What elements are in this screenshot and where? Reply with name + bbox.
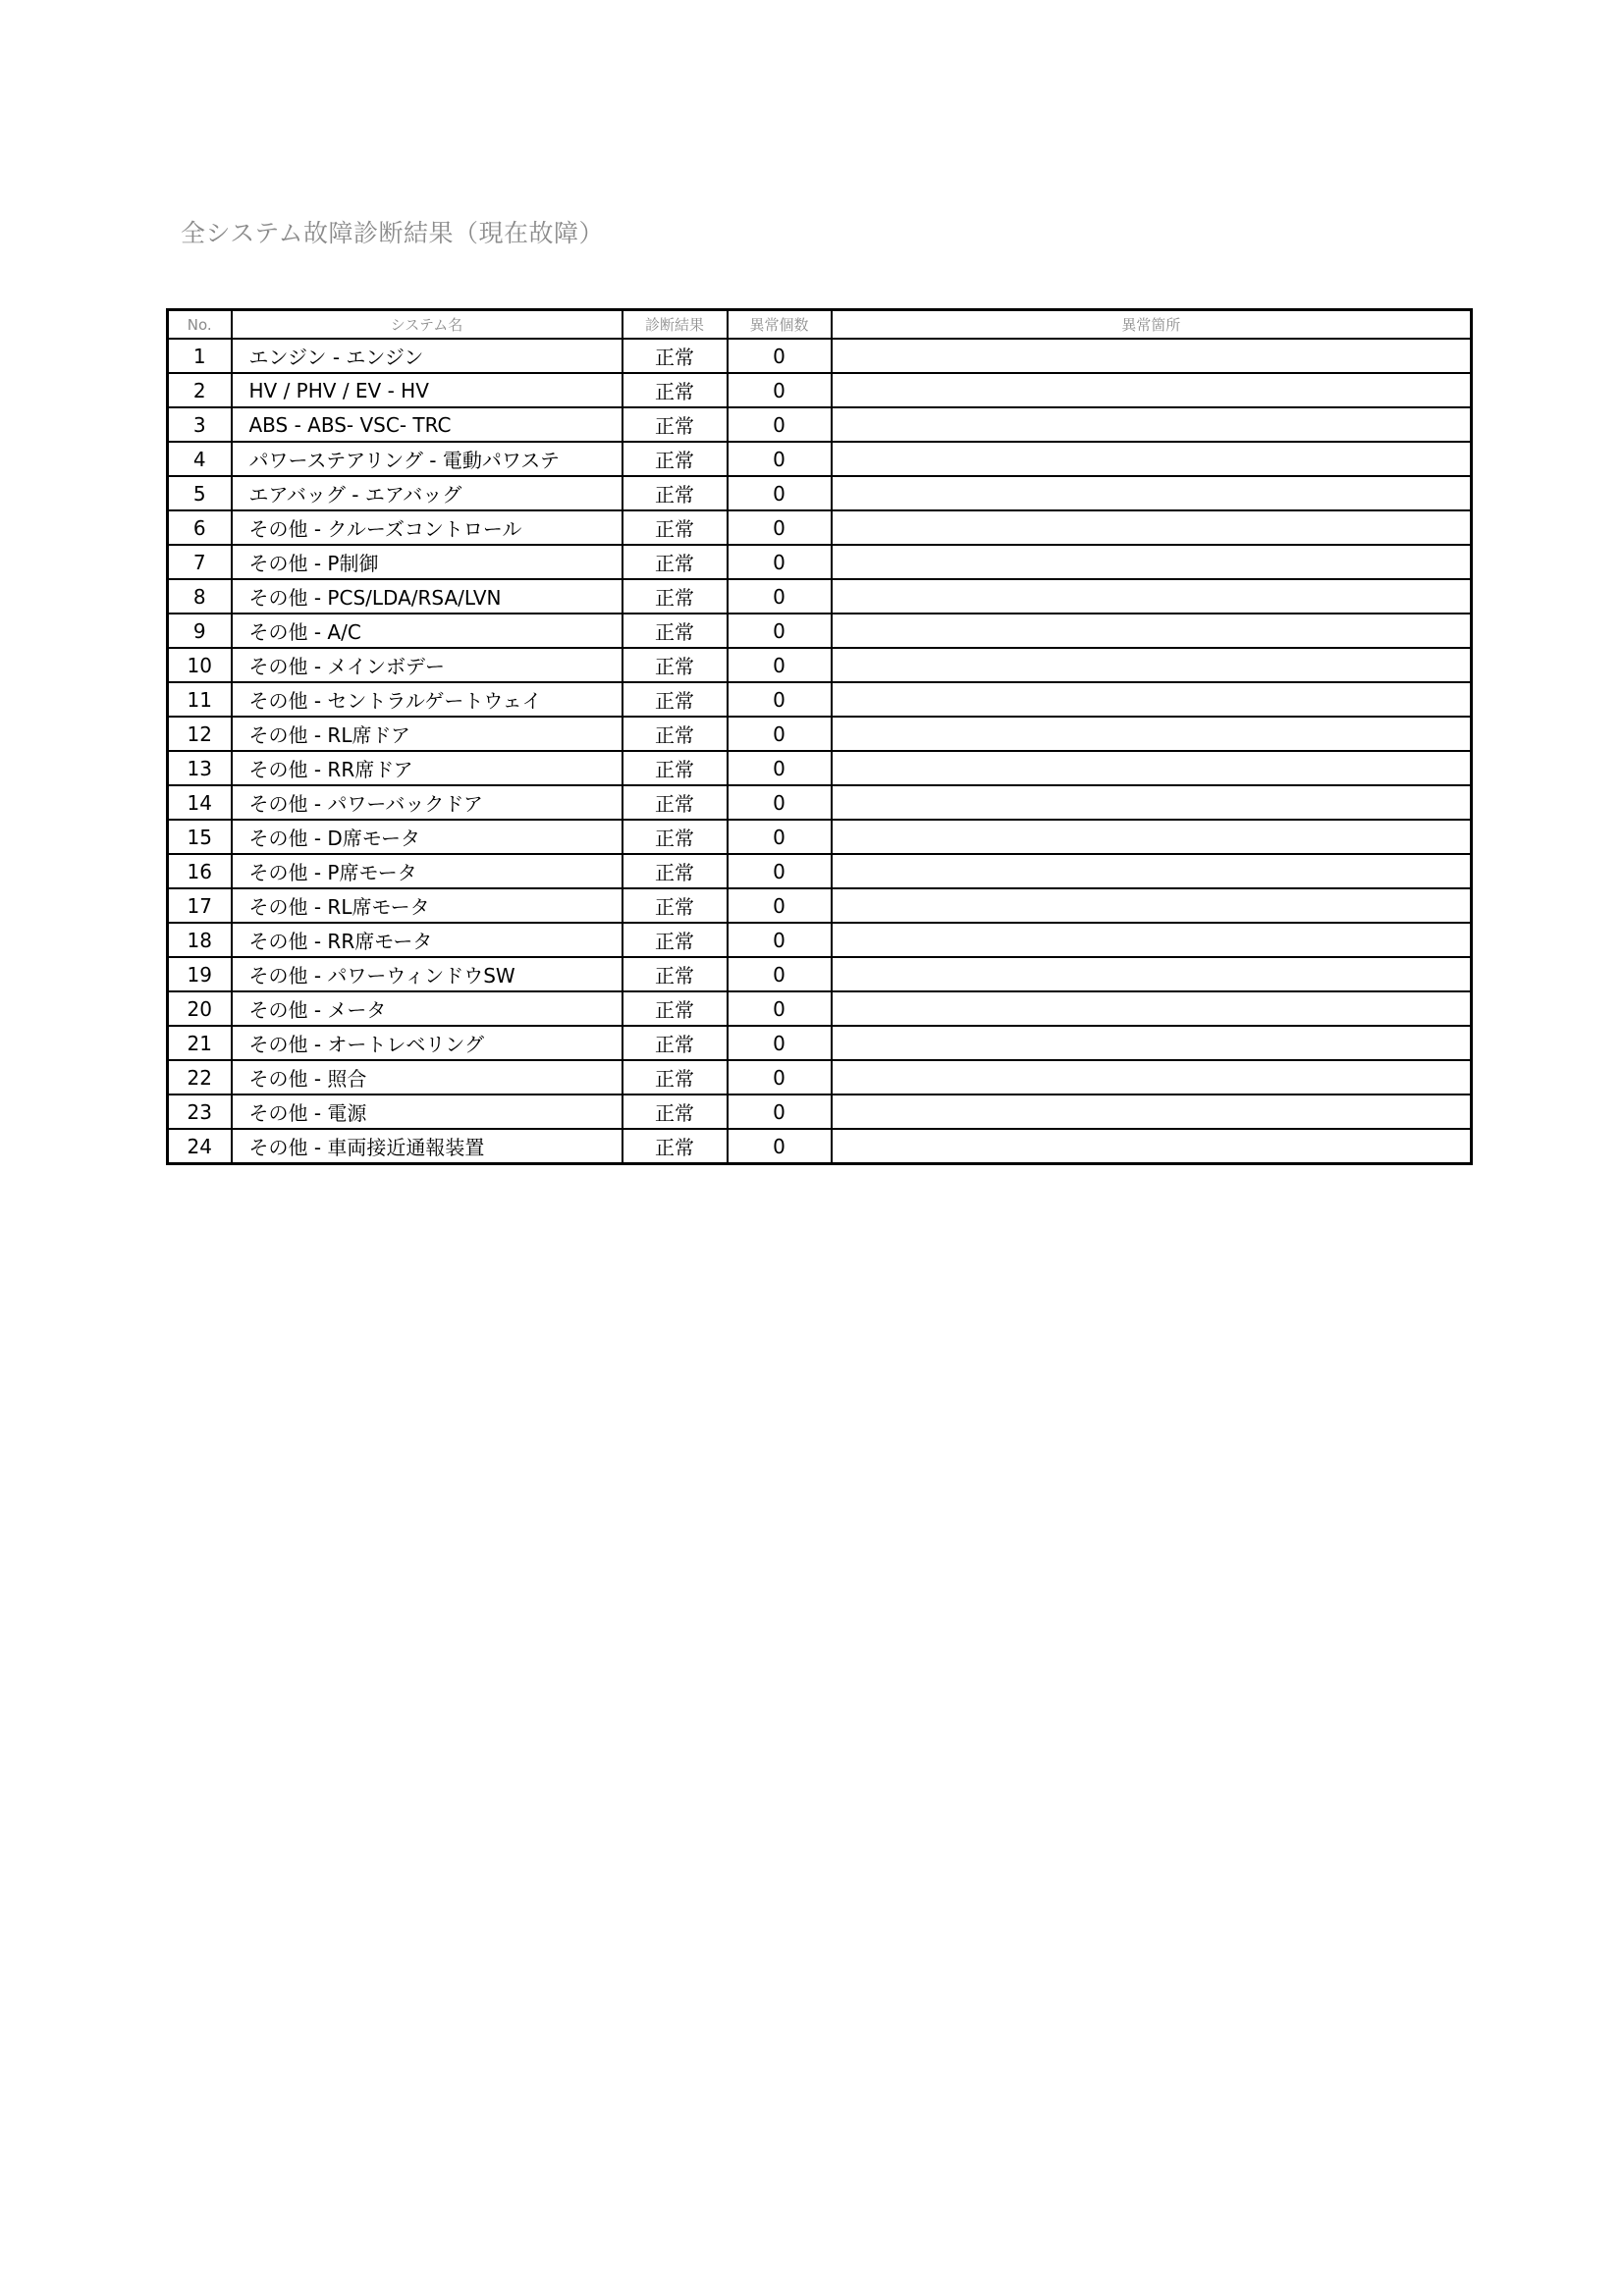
table-row — [168, 1026, 1472, 1060]
cell-no: 16 — [168, 854, 232, 888]
cell-location — [832, 648, 1472, 682]
cell-location — [832, 991, 1472, 1026]
cell-system-name: その他 - 車両接近通報装置 — [232, 1129, 623, 1164]
header-count: 異常個数 — [728, 310, 832, 340]
cell-no: 1 — [168, 339, 232, 373]
cell-location — [832, 820, 1472, 854]
cell-location — [832, 923, 1472, 957]
cell-location — [832, 614, 1472, 648]
cell-system-name: その他 - メインボデー — [232, 648, 623, 682]
cell-system-name: HV / PHV / EV - HV — [232, 373, 623, 407]
cell-system-name: その他 - RR席ドア — [232, 751, 623, 785]
cell-count: 0 — [728, 854, 832, 888]
cell-no: 2 — [168, 373, 232, 407]
cell-no: 22 — [168, 1060, 232, 1095]
table-row — [168, 579, 1472, 614]
table-row — [168, 1060, 1472, 1095]
cell-count: 0 — [728, 991, 832, 1026]
table-row — [168, 785, 1472, 820]
cell-system-name: その他 - P席モータ — [232, 854, 623, 888]
cell-no: 24 — [168, 1129, 232, 1164]
cell-count: 0 — [728, 751, 832, 785]
cell-result: 正常 — [623, 1026, 728, 1060]
cell-result: 正常 — [623, 888, 728, 923]
header-result: 診断結果 — [623, 310, 728, 340]
cell-no: 10 — [168, 648, 232, 682]
table-row — [168, 648, 1472, 682]
cell-result: 正常 — [623, 1095, 728, 1129]
cell-no: 14 — [168, 785, 232, 820]
diagnosis-table — [166, 308, 1473, 1165]
cell-system-name: その他 - P制御 — [232, 545, 623, 579]
cell-count: 0 — [728, 923, 832, 957]
cell-count: 0 — [728, 614, 832, 648]
table-row — [168, 339, 1472, 373]
cell-system-name: エアバッグ - エアバッグ — [232, 476, 623, 510]
cell-result: 正常 — [623, 545, 728, 579]
cell-no: 6 — [168, 510, 232, 545]
cell-result: 正常 — [623, 579, 728, 614]
cell-system-name: エンジン - エンジン — [232, 339, 623, 373]
table-row — [168, 442, 1472, 476]
cell-count: 0 — [728, 545, 832, 579]
header-system-name: システム名 — [232, 310, 623, 340]
cell-no: 17 — [168, 888, 232, 923]
cell-result: 正常 — [623, 373, 728, 407]
cell-system-name: その他 - RR席モータ — [232, 923, 623, 957]
table-row — [168, 476, 1472, 510]
cell-result: 正常 — [623, 820, 728, 854]
cell-system-name: パワーステアリング - 電動パワステ — [232, 442, 623, 476]
cell-location — [832, 1129, 1472, 1164]
cell-count: 0 — [728, 510, 832, 545]
cell-result: 正常 — [623, 1129, 728, 1164]
cell-system-name: その他 - 電源 — [232, 1095, 623, 1129]
cell-system-name: その他 - RL席モータ — [232, 888, 623, 923]
cell-count: 0 — [728, 717, 832, 751]
cell-count: 0 — [728, 957, 832, 991]
cell-location — [832, 373, 1472, 407]
cell-result: 正常 — [623, 991, 728, 1026]
cell-result: 正常 — [623, 407, 728, 442]
cell-count: 0 — [728, 476, 832, 510]
table-row — [168, 854, 1472, 888]
cell-no: 18 — [168, 923, 232, 957]
table-row — [168, 545, 1472, 579]
cell-result: 正常 — [623, 476, 728, 510]
table-row — [168, 923, 1472, 957]
cell-location — [832, 476, 1472, 510]
cell-count: 0 — [728, 579, 832, 614]
cell-result: 正常 — [623, 854, 728, 888]
cell-no: 21 — [168, 1026, 232, 1060]
cell-result: 正常 — [623, 614, 728, 648]
cell-result: 正常 — [623, 785, 728, 820]
cell-count: 0 — [728, 888, 832, 923]
table-row — [168, 407, 1472, 442]
cell-result: 正常 — [623, 957, 728, 991]
cell-no: 9 — [168, 614, 232, 648]
table-row — [168, 751, 1472, 785]
table-header-row — [168, 310, 1472, 340]
table-row — [168, 888, 1472, 923]
cell-location — [832, 1095, 1472, 1129]
table-row — [168, 510, 1472, 545]
cell-system-name: その他 - メータ — [232, 991, 623, 1026]
table-row — [168, 682, 1472, 717]
cell-system-name: その他 - オートレベリング — [232, 1026, 623, 1060]
cell-count: 0 — [728, 1060, 832, 1095]
cell-system-name: その他 - RL席ドア — [232, 717, 623, 751]
cell-no: 4 — [168, 442, 232, 476]
cell-result: 正常 — [623, 717, 728, 751]
cell-location — [832, 442, 1472, 476]
cell-count: 0 — [728, 785, 832, 820]
cell-no: 15 — [168, 820, 232, 854]
cell-no: 12 — [168, 717, 232, 751]
cell-result: 正常 — [623, 1060, 728, 1095]
cell-no: 5 — [168, 476, 232, 510]
cell-result: 正常 — [623, 751, 728, 785]
cell-count: 0 — [728, 1026, 832, 1060]
cell-location — [832, 957, 1472, 991]
cell-system-name: ABS - ABS- VSC- TRC — [232, 407, 623, 442]
cell-count: 0 — [728, 682, 832, 717]
cell-location — [832, 510, 1472, 545]
cell-system-name: その他 - 照合 — [232, 1060, 623, 1095]
table-row — [168, 1129, 1472, 1164]
cell-location — [832, 717, 1472, 751]
cell-count: 0 — [728, 339, 832, 373]
header-location: 異常箇所 — [832, 310, 1472, 340]
cell-no: 20 — [168, 991, 232, 1026]
table-row — [168, 373, 1472, 407]
cell-count: 0 — [728, 373, 832, 407]
cell-location — [832, 854, 1472, 888]
table-row — [168, 957, 1472, 991]
cell-count: 0 — [728, 648, 832, 682]
cell-count: 0 — [728, 820, 832, 854]
cell-location — [832, 785, 1472, 820]
cell-location — [832, 407, 1472, 442]
table-row — [168, 991, 1472, 1026]
cell-no: 11 — [168, 682, 232, 717]
header-no: No. — [168, 310, 232, 340]
cell-count: 0 — [728, 1129, 832, 1164]
cell-no: 8 — [168, 579, 232, 614]
cell-result: 正常 — [623, 923, 728, 957]
cell-location — [832, 1060, 1472, 1095]
page-title: 全システム故障診断結果（現在故障） — [181, 219, 605, 247]
cell-system-name: その他 - セントラルゲートウェイ — [232, 682, 623, 717]
cell-system-name: その他 - A/C — [232, 614, 623, 648]
table-row — [168, 820, 1472, 854]
table-row — [168, 614, 1472, 648]
cell-location — [832, 545, 1472, 579]
cell-location — [832, 888, 1472, 923]
cell-count: 0 — [728, 1095, 832, 1129]
cell-system-name: その他 - パワーバックドア — [232, 785, 623, 820]
cell-count: 0 — [728, 442, 832, 476]
cell-system-name: その他 - D席モータ — [232, 820, 623, 854]
cell-no: 23 — [168, 1095, 232, 1129]
cell-location — [832, 1026, 1472, 1060]
cell-no: 7 — [168, 545, 232, 579]
cell-result: 正常 — [623, 648, 728, 682]
cell-result: 正常 — [623, 510, 728, 545]
cell-location — [832, 682, 1472, 717]
cell-location — [832, 751, 1472, 785]
table-row — [168, 717, 1472, 751]
cell-system-name: その他 - クルーズコントロール — [232, 510, 623, 545]
table-body — [168, 339, 1472, 1164]
cell-system-name: その他 - PCS/LDA/RSA/LVN — [232, 579, 623, 614]
cell-result: 正常 — [623, 442, 728, 476]
cell-result: 正常 — [623, 682, 728, 717]
table-row — [168, 1095, 1472, 1129]
cell-system-name: その他 - パワーウィンドウSW — [232, 957, 623, 991]
cell-no: 13 — [168, 751, 232, 785]
cell-no: 3 — [168, 407, 232, 442]
cell-count: 0 — [728, 407, 832, 442]
cell-location — [832, 579, 1472, 614]
cell-no: 19 — [168, 957, 232, 991]
cell-location — [832, 339, 1472, 373]
cell-result: 正常 — [623, 339, 728, 373]
